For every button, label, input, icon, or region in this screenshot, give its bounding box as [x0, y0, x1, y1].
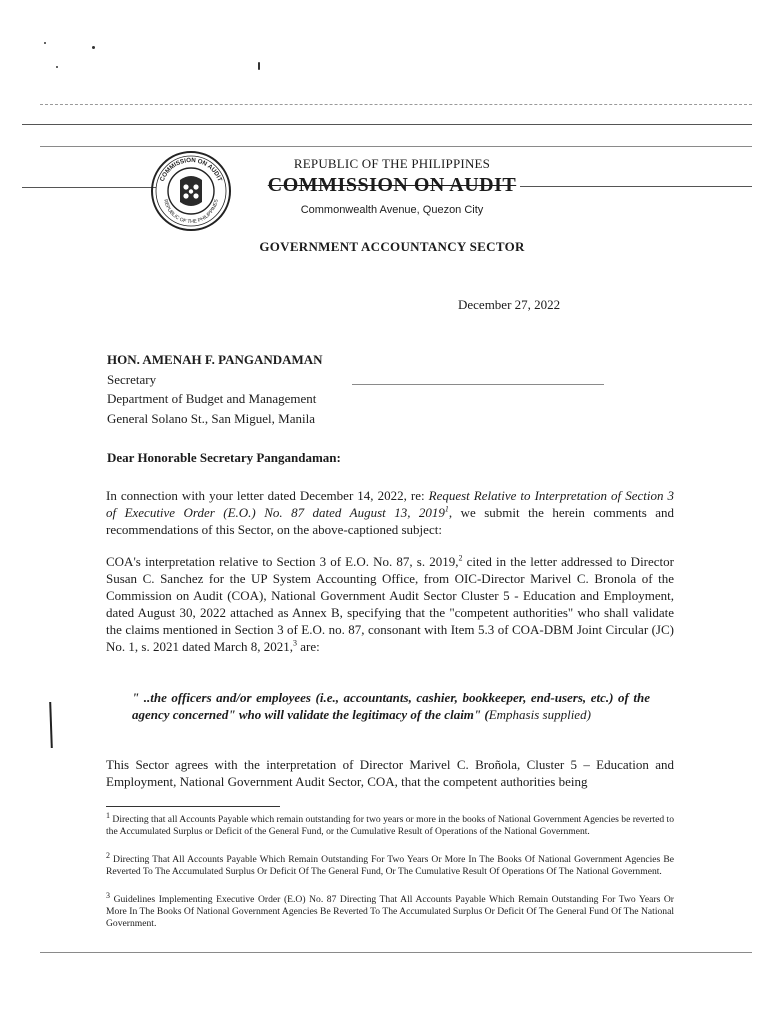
p1-text-a: In connection with your letter dated December 14, 2022, re:	[106, 488, 429, 503]
body-paragraph-1	[106, 487, 674, 538]
addressee-title: Secretary	[107, 371, 157, 387]
scan-speck	[92, 46, 95, 49]
agency-name: COMMISSION ON AUDIT	[267, 174, 517, 196]
footnote-2-text: Directing That All Accounts Payable Which Remain Outstanding For Two Years Or More In The Books Of National Government Agencies Be Reverted To The Accumulated Surplus Or Deficit Of The General Fund, Or The Cumulative Result Of Operations Of The National Government.	[106, 854, 674, 878]
salutation: Dear Honorable Secretary Pangandaman:	[107, 450, 341, 465]
agency-address: Commonwealth Avenue, Quezon City	[300, 204, 484, 216]
scan-line	[22, 124, 752, 125]
quote-text: " ..the officers and/or employees (i.e., accountants, cashier, bookkeeper, end-users, etc.) of the agency concerned" who will validate the legitimacy of the claim" (	[132, 690, 650, 722]
scan-line	[520, 186, 752, 187]
footnote-1-text: Directing that all Accounts Payable which remain outstanding for two years or more in the books of National Government Agencies be reverted to the Accumulated Surplus or Deficit of the General Fund, or the Cumulative Result of Operations of the National Government.	[106, 814, 675, 838]
letter-date: December 27, 2022	[458, 297, 561, 312]
block-quote	[132, 689, 650, 723]
addressee-block	[107, 350, 323, 428]
footnote-2	[106, 850, 674, 878]
seal-text-bottom: REPUBLIC OF THE PHILIPPINES	[162, 198, 220, 226]
footnote-3	[106, 890, 674, 931]
p1-subject: Request Relative to Interpretation of Section 3 of Executive Order (E.O.) No. 87 dated August 13, 2019	[106, 488, 675, 520]
scan-line	[40, 146, 752, 147]
p2-text-c: are:	[297, 639, 320, 654]
p1-footnote-ref: 1	[444, 504, 449, 514]
addressee-department: Department of Budget and Management	[107, 391, 317, 407]
coa-seal-icon	[150, 150, 232, 232]
p2-footnote-ref-3: 3	[293, 638, 298, 648]
p2-text-a: COA's interpretation relative to Section 3 of E.O. No. 87, s. 2019,	[106, 554, 459, 569]
scan-speck	[44, 42, 46, 44]
addressee-name: HON. AMENAH F. PANGANDAMAN	[107, 352, 323, 367]
footnote-2-number: 2	[106, 850, 110, 860]
quote-emphasis: Emphasis supplied	[488, 707, 587, 722]
p1-text-b: , we submit the herein comments and recommendations of this Sector, on the above-captioned subject:	[106, 505, 674, 537]
scan-line	[352, 384, 604, 385]
footnote-rule	[106, 806, 280, 807]
scan-speck	[258, 62, 260, 70]
scan-line	[40, 952, 752, 953]
seal-text-top: COMMISSION ON AUDIT	[158, 156, 224, 183]
sector-name: GOVERNMENT ACCOUNTANCY SECTOR	[259, 239, 525, 254]
scan-line	[40, 104, 752, 105]
footnote-3-text: Guidelines Implementing Executive Order (E.O) No. 87 Directing That All Accounts Payable Which Remain Outstanding For Two Years Or More In The Books Of National Government Agencies Be Reverted To The Accumulated Surplus Or Deficit Of The General Fund Of The National Government.	[106, 894, 674, 930]
margin-mark	[49, 702, 53, 748]
footnote-3-number: 3	[106, 890, 110, 900]
p2-text-b: cited in the letter addressed to Director Susan C. Sanchez for the UP System Accounting Office, from OIC-Director Marivel C. Bronola of the Commission on Audit (COA), National Government Audit Sector Cluster 5 - Education and Employment, dated August 30, 2022 attached as Annex B, specifying that the "competent authorities" who shall validate the claims mentioned in Section 3 of E.O. no. 87, consonant with Item 5.3 of COA-DBM Joint Circular (JC) No. 1, s. 2021 dated March 8, 2021,	[106, 554, 674, 654]
republic-label: REPUBLIC OF THE PHILIPPINES	[293, 156, 491, 171]
body-paragraph-2	[106, 553, 674, 655]
scan-line	[22, 187, 156, 188]
p2-footnote-ref-2: 2	[458, 553, 463, 563]
scan-speck	[56, 66, 58, 68]
quote-close: )	[586, 707, 591, 722]
footnote-1	[106, 810, 675, 838]
body-paragraph-3: This Sector agrees with the interpretation of Director Marivel C. Broñola, Cluster 5 – Education and Employment, National Government Audit Sector, COA, that the competent authorities being	[106, 757, 674, 789]
addressee-street: General Solano St., San Miguel, Manila	[107, 410, 315, 426]
footnote-1-number: 1	[106, 810, 110, 820]
